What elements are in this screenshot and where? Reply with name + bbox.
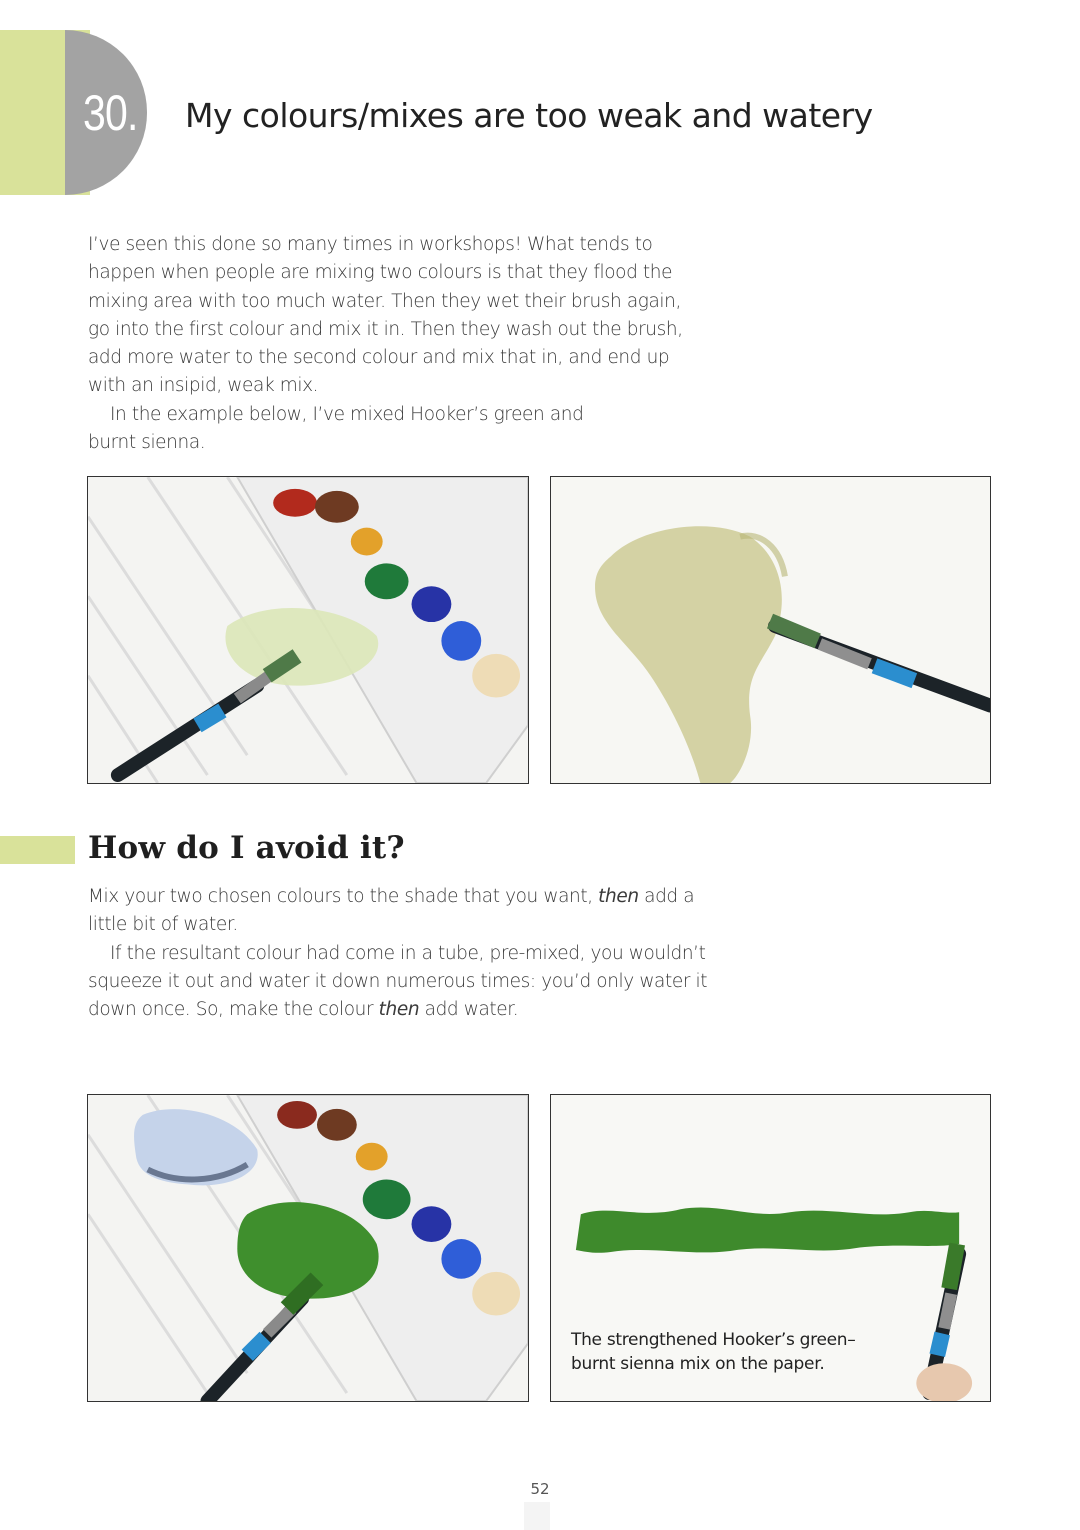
- photo-weak-mix-palette: [87, 476, 529, 784]
- photo-weak-wash-paper: [550, 476, 991, 784]
- intro-paragraph-1: I’ve seen this done so many times in workshops! What tends to happen when people are mixing two colours is that they flood the mixing area with too much water. Then they wet their brush again, go into the first colour and mix it in. Then they wash out the brush, add more water to the second colour and mix that in, and end up with an insipid, weak mix.: [88, 234, 683, 397]
- caption-line-1: The strengthened Hooker’s green–: [571, 1330, 856, 1350]
- page-number: 52: [530, 1480, 550, 1498]
- photo-caption: [571, 1328, 855, 1376]
- chapter-number: 30.: [83, 84, 138, 141]
- photo-strong-mix-palette: [87, 1094, 529, 1402]
- section-paragraph-1: Mix your two chosen colours to the shade that you want, then add a little bit of water.: [88, 886, 695, 936]
- section-heading: How do I avoid it?: [88, 830, 405, 866]
- section-paragraph-2: If the resultant colour had come in a tube, pre-mixed, you wouldn’t squeeze it out and water it down numerous times: you’d only water it down once. So, make the colour then add water.: [88, 942, 708, 1021]
- section-text: [88, 883, 708, 1024]
- intro-paragraph-2: In the example below, I’ve mixed Hooker’s green and burnt sienna.: [88, 403, 584, 454]
- intro-text: [88, 231, 708, 457]
- section-accent-bar: [0, 836, 75, 864]
- page-footer-mark: [524, 1502, 550, 1530]
- page-title: My colours/mixes are too weak and watery: [185, 96, 873, 135]
- caption-line-2: burnt sienna mix on the paper.: [571, 1354, 825, 1374]
